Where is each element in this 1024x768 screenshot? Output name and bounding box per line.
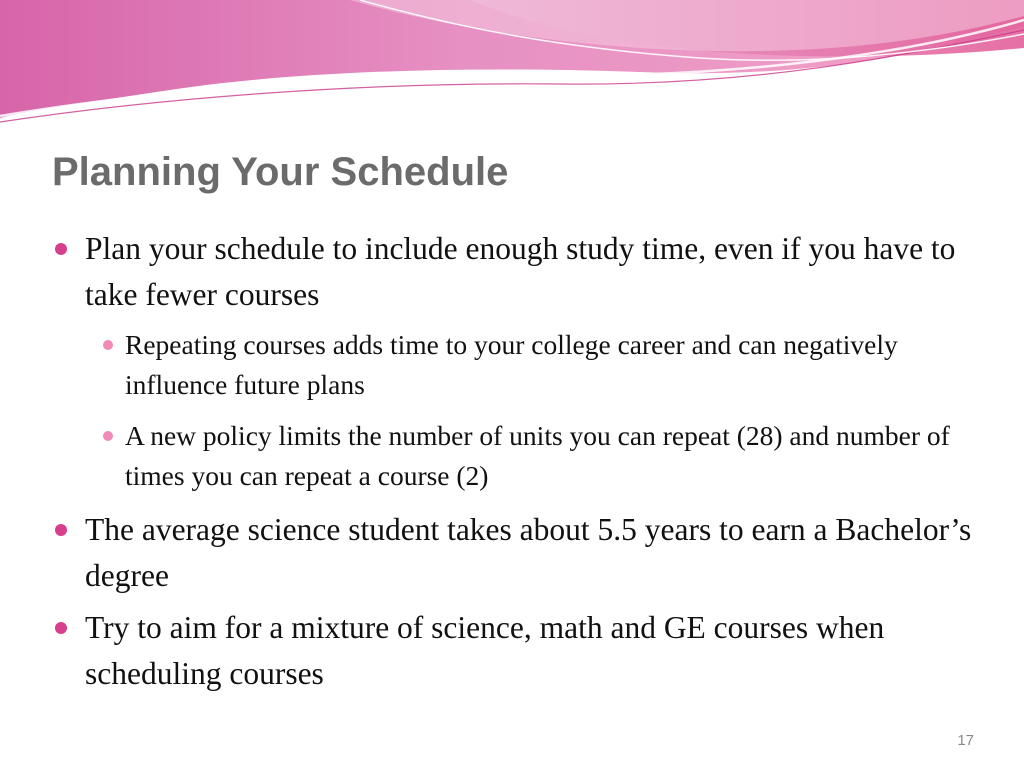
bullet-text: The average science student takes about 5.5 years to earn a Bachelor’s degree bbox=[85, 512, 972, 593]
sub-bullet-dot-icon bbox=[103, 431, 113, 441]
bullet-item bbox=[52, 507, 972, 599]
sub-bullet-item bbox=[85, 416, 972, 496]
sub-bullet-item bbox=[85, 325, 972, 405]
bullet-text: Try to aim for a mixture of science, math and GE courses when scheduling courses bbox=[85, 610, 885, 691]
bullet-dot-icon bbox=[55, 622, 67, 634]
page-number: 17 bbox=[957, 732, 974, 749]
bullet-list bbox=[52, 226, 972, 703]
sub-bullet-dot-icon bbox=[103, 340, 113, 350]
sub-bullet-list bbox=[85, 325, 972, 496]
slide-title: Planning Your Schedule bbox=[52, 150, 509, 194]
bullet-text: Plan your schedule to include enough study time, even if you have to take fewer courses bbox=[85, 231, 956, 312]
header-wave-decoration bbox=[0, 0, 1024, 130]
sub-bullet-text: Repeating courses adds time to your college career and can negatively influence future plans bbox=[125, 329, 898, 400]
bullet-item bbox=[52, 605, 972, 697]
sub-bullet-text: A new policy limits the number of units you can repeat (28) and number of times you can repeat a course (2) bbox=[125, 420, 950, 491]
bullet-item bbox=[52, 226, 972, 496]
bullet-dot-icon bbox=[55, 243, 67, 255]
bullet-dot-icon bbox=[55, 524, 67, 536]
